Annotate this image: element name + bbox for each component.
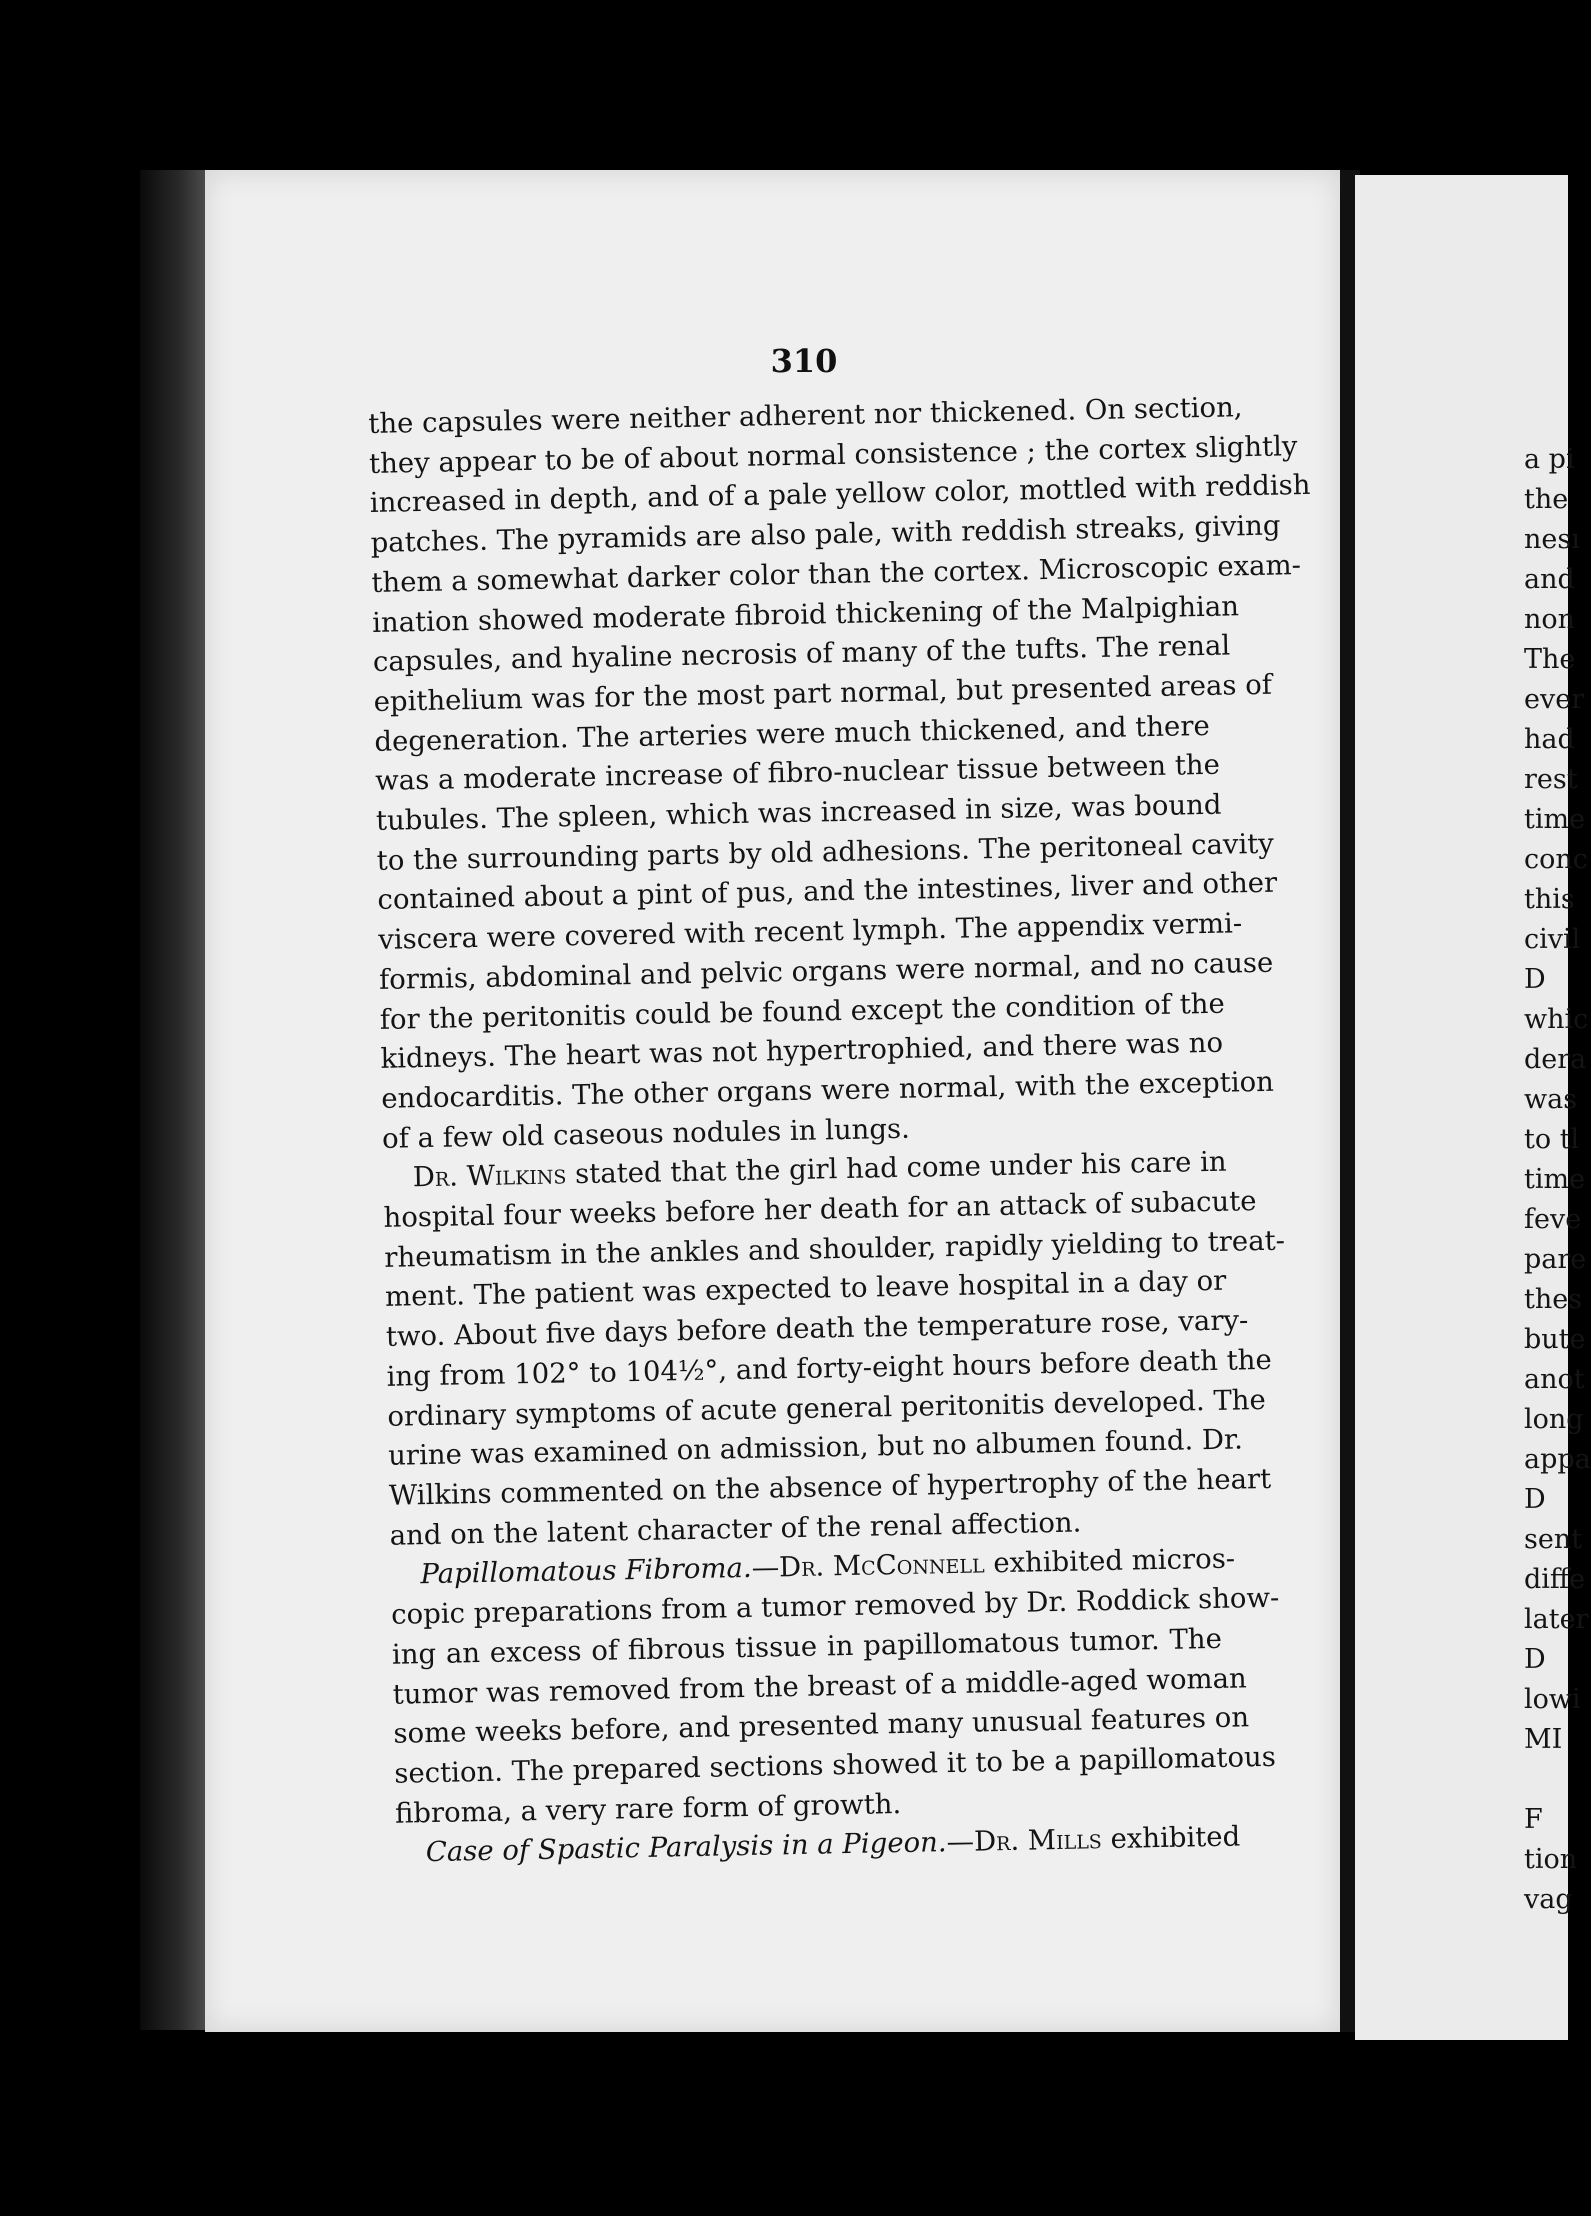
facing-line: F	[1524, 1804, 1543, 1835]
text-line: kidneys. The heart was not hypertrophied, and there was no	[380, 1026, 1224, 1076]
facing-line: civil	[1524, 924, 1581, 955]
text-line: copic preparations from a tumor removed by Dr. Roddick show-	[390, 1581, 1280, 1631]
facing-line: had	[1524, 724, 1575, 755]
text-run: stated that the girl had come under his care in	[566, 1146, 1227, 1191]
section-heading: Papillomatous Fibroma.	[420, 1552, 752, 1591]
facing-line: appa	[1524, 1444, 1591, 1475]
text-line: hospital four weeks before her death for an attack of subacute	[383, 1185, 1257, 1234]
text-run: exhibited	[1101, 1820, 1241, 1856]
facing-line: dera	[1524, 1044, 1587, 1075]
text-line: degeneration. The arteries were much thickened, and there	[374, 709, 1211, 758]
facing-line: D	[1524, 964, 1546, 995]
facing-line: vag	[1524, 1884, 1573, 1915]
text-line: epithelium was for the most part normal, but presented areas of	[373, 668, 1273, 718]
facing-line: a pi	[1524, 444, 1575, 475]
facing-line: sent	[1524, 1524, 1583, 1555]
text-line: viscera were covered with recent lymph. The appendix vermi-	[377, 907, 1243, 957]
speaker-name: Dr. Mills	[973, 1823, 1103, 1858]
text-line: them a somewhat darker color than the cortex. Microscopic exam-	[371, 548, 1302, 599]
paragraph-autopsy-findings	[368, 389, 1311, 1159]
facing-line: MI	[1524, 1724, 1563, 1755]
facing-line: to tl	[1524, 1124, 1580, 1155]
text-line: contained about a pint of pus, and the intestines, liver and other	[377, 867, 1278, 917]
facing-line: The	[1524, 644, 1576, 675]
dash: —	[946, 1825, 975, 1859]
text-line: ing an excess of fibrous tissue in papillomatous tumor. The	[391, 1622, 1223, 1671]
text-line: of a few old caseous nodules in lungs.	[381, 1112, 911, 1155]
facing-line: thes	[1524, 1284, 1583, 1315]
text-line: Wilkins commented on the absence of hypertrophy of the heart	[388, 1462, 1272, 1512]
text-line: two. About five days before death the temperature rose, vary-	[385, 1304, 1249, 1353]
text-line: endocarditis. The other organs were normal, with the exception	[381, 1065, 1275, 1115]
facing-line: long	[1524, 1404, 1584, 1435]
dash: —	[751, 1551, 780, 1585]
text-line: ordinary symptoms of acute general peritonitis developed. The	[387, 1383, 1267, 1433]
facing-line: bute	[1524, 1324, 1586, 1355]
facing-line: the	[1524, 484, 1569, 515]
text-line: increased in depth, and of a pale yellow color, mottled with reddish	[369, 469, 1311, 520]
facing-line: rest	[1524, 764, 1578, 795]
text-line: the capsules were neither adherent nor thickened. On section,	[368, 391, 1243, 440]
facing-line: was	[1524, 1084, 1578, 1115]
text-line: urine was examined on admission, but no albumen found. Dr.	[387, 1423, 1244, 1473]
facing-line: D	[1524, 1484, 1546, 1515]
text-line: fibroma, a very rare form of growth.	[394, 1787, 902, 1830]
page-body	[368, 389, 1311, 1874]
facing-line: later	[1524, 1604, 1589, 1635]
facing-line: feve	[1524, 1204, 1582, 1235]
text-line: tubules. The spleen, which was increased in size, was bound	[375, 788, 1222, 837]
facing-line: anot	[1524, 1364, 1585, 1395]
text-line: to the surrounding parts by old adhesions. The peritoneal cavity	[376, 827, 1275, 877]
text-line: ination showed moderate fibroid thickening of the Malpighian	[371, 589, 1240, 639]
facing-line: ever	[1524, 684, 1585, 715]
paragraph-papillomatous-fibroma	[390, 1540, 1280, 1834]
text-run: exhibited micros-	[984, 1542, 1236, 1580]
speaker-name: Dr. Wilkins	[412, 1158, 567, 1194]
facing-line: and	[1524, 564, 1575, 595]
text-line: was a moderate increase of fibro-nuclear tissue between the	[374, 749, 1221, 798]
section-heading: Case of Spastic Paralysis in a Pigeon.	[425, 1826, 947, 1869]
facing-line: nesı	[1524, 524, 1580, 555]
text-line: patches. The pyramids are also pale, with reddish streaks, giving	[370, 509, 1281, 560]
text-line: capsules, and hyaline necrosis of many of the tufts. The renal	[372, 629, 1231, 679]
facing-line: diffe	[1524, 1564, 1586, 1595]
speaker-name: Dr. McConnell	[778, 1547, 985, 1584]
facing-line: time	[1524, 1164, 1586, 1195]
facing-line: this	[1524, 884, 1575, 915]
facing-line: non	[1524, 604, 1576, 635]
text-line: rheumatism in the ankles and shoulder, rapidly yielding to treat-	[384, 1224, 1286, 1274]
book-page-edge	[140, 170, 215, 2030]
text-line: ing from 102° to 104½°, and forty-eight hours before death the	[386, 1343, 1273, 1393]
facing-line: time	[1524, 804, 1586, 835]
text-line: some weeks before, and presented many unusual features on	[393, 1701, 1250, 1750]
paragraph-dr-wilkins	[382, 1143, 1286, 1556]
text-line: and on the latent character of the renal affection.	[389, 1506, 1082, 1552]
facing-page-text	[1524, 440, 1591, 1920]
text-line: for the peritonitis could be found except the condition of the	[379, 987, 1225, 1036]
facing-line: tion	[1524, 1844, 1578, 1875]
facing-line: whic	[1524, 1004, 1589, 1035]
facing-line: pare	[1524, 1244, 1587, 1275]
page-number: 310	[770, 342, 838, 380]
text-line: formis, abdominal and pelvic organs were normal, and no cause	[378, 946, 1274, 996]
text-line: section. The prepared sections showed it to be a papillomatous	[393, 1740, 1277, 1790]
facing-line	[1524, 1760, 1591, 1800]
text-line: tumor was removed from the breast of a middle-aged woman	[392, 1661, 1247, 1711]
facing-line: conc	[1524, 844, 1588, 875]
facing-line: lowi	[1524, 1684, 1581, 1715]
facing-line: D	[1524, 1644, 1546, 1675]
text-line: ment. The patient was expected to leave hospital in a day or	[384, 1265, 1227, 1314]
text-line: they appear to be of about normal consistence ; the cortex slightly	[368, 429, 1298, 480]
